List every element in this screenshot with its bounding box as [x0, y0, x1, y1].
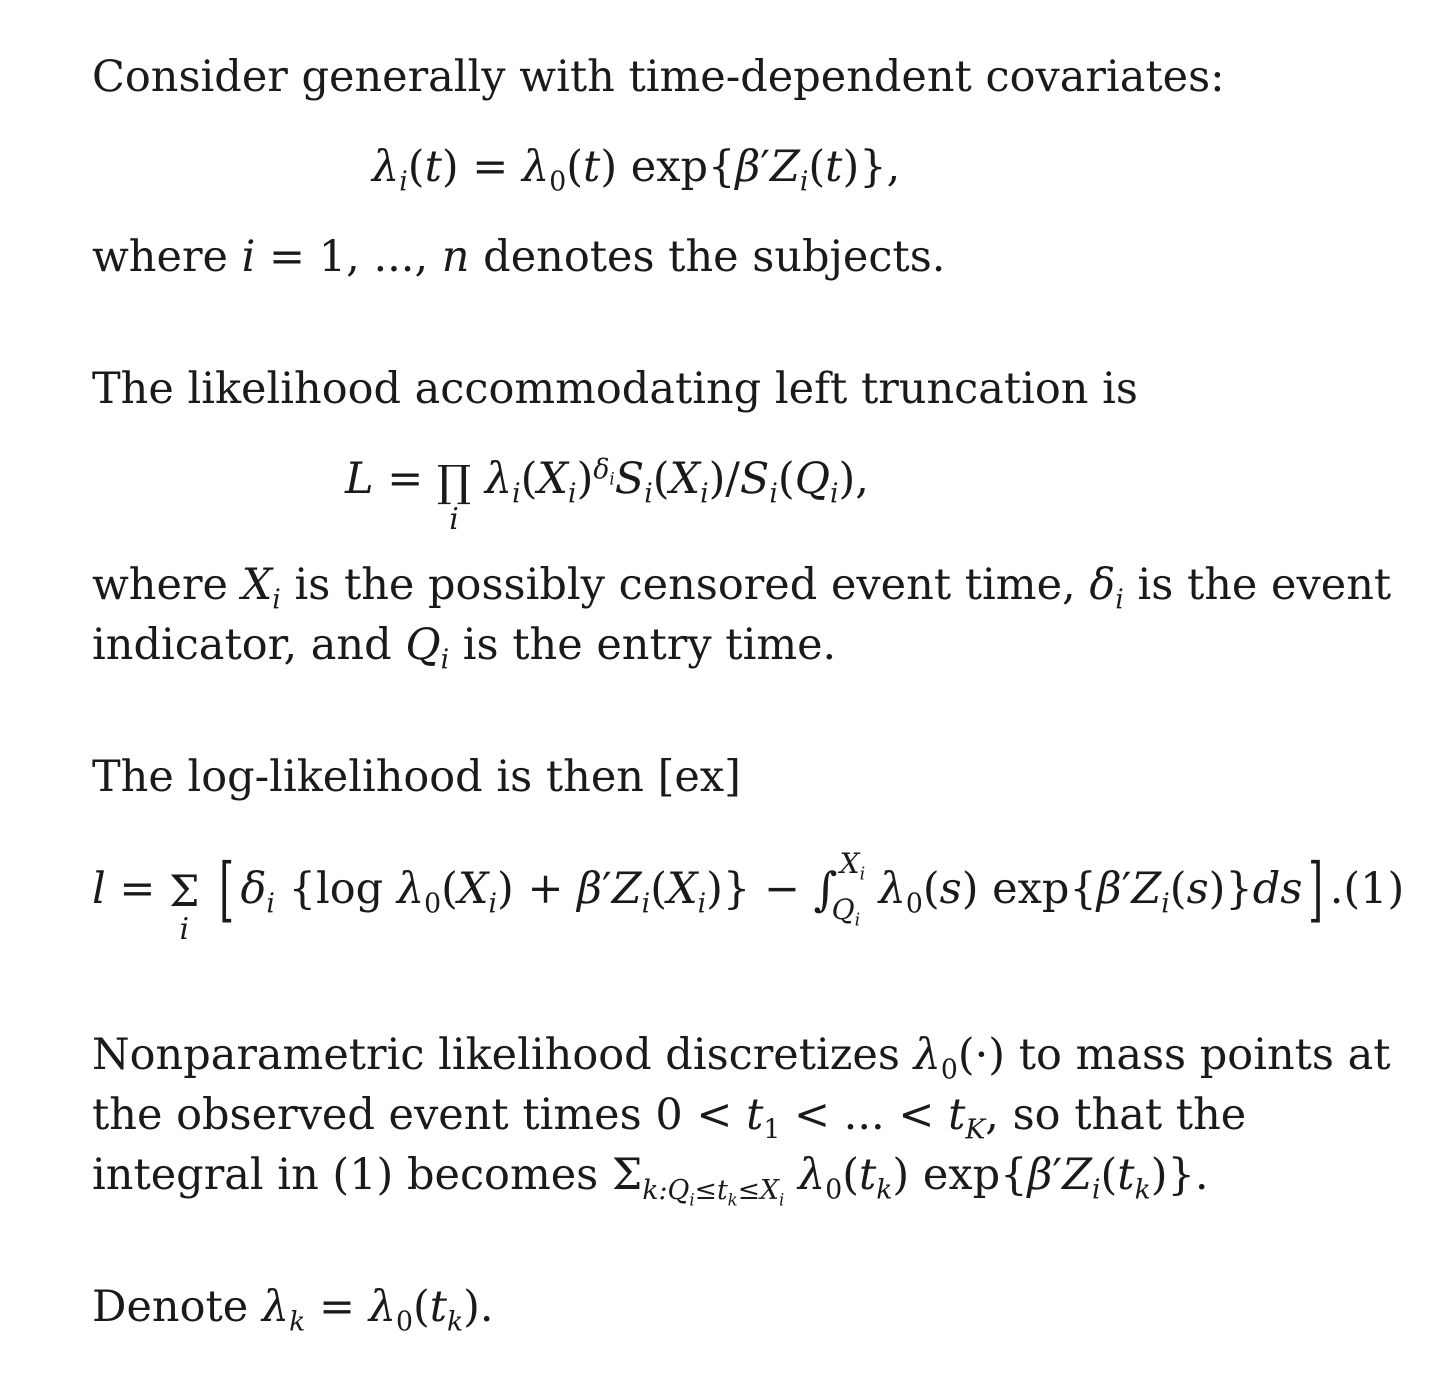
integral-operator: ∫ $X_i$ $Q_i$ [813, 847, 866, 931]
para1-text: Consider generally with time-dependent covariates: [92, 52, 1225, 102]
para3-text: The log-likelihood is then [ex] [92, 752, 741, 802]
para2-after-line2: indicator, and $Q_i$ is the entry time. [92, 620, 837, 676]
para4-line1: Nonparametric likelihood discretizes $\lambda_0(\cdot)$ to mass points at [92, 1030, 1391, 1086]
para1-after: where i = 1, ..., n denotes the subjects. [92, 232, 946, 282]
para5-text: Denote $\lambda_k = \lambda_0(t_k)$. [92, 1282, 494, 1338]
hazard-equation: $\lambda_i(t) = \lambda_0(t)$ $\exp\{\beta'Z_i(t)\}$, [372, 142, 901, 198]
product-operator: ∏ i [436, 456, 472, 537]
sum-operator: Σ i [169, 866, 200, 947]
para2-text: The likelihood accommodating left truncation is [92, 364, 1138, 414]
para4-line2: the observed event times $0 < t_1$ < ... < $t_K$, so that the [92, 1090, 1247, 1146]
para4-line3: integral in (1) becomes $\Sigma_{k:Q_i\le t_k\le X_i}$ $\lambda_0(t_k)$ $\exp\{\beta'Z_i(t_k)\}$. [92, 1150, 1209, 1209]
likelihood-equation: L = ∏ i $\lambda_i(X_i)^{\delta_i}S_i(X_i)/S_i(Q_i)$, [345, 453, 869, 537]
log-likelihood-equation: l = Σ i [ $\delta_i$ {log $\lambda_0(X_i) + \beta'Z_i(X_i)$} − ∫ $X_i$ $Q_i$ $\lambda_0(s)$ $\exp\{\beta'Z_i(s)\}ds$] .(1) [92, 847, 1405, 947]
para2-after-line1: where $X_i$ is the possibly censored event time, $\delta_i$ is the event [92, 560, 1392, 616]
